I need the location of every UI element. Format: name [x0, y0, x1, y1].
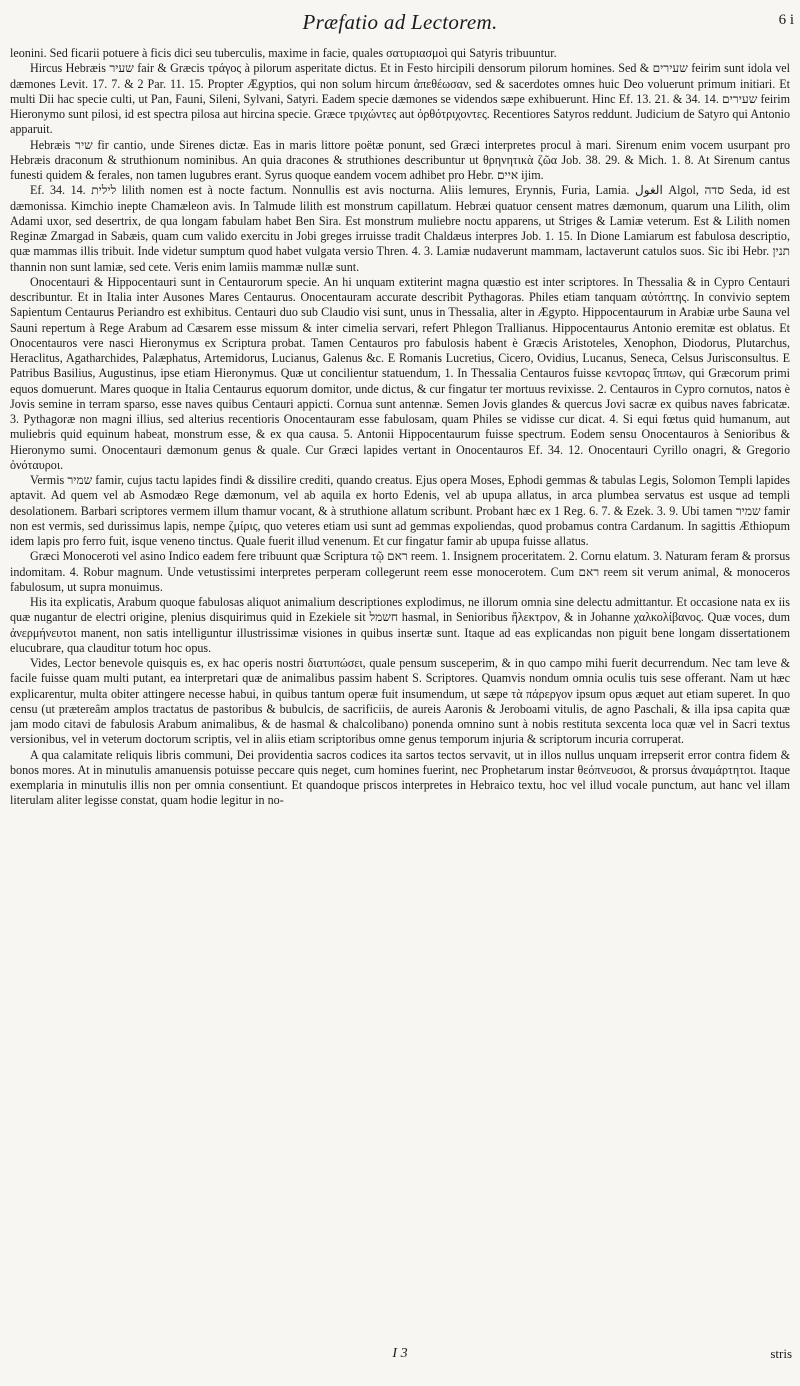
page-title: Præfatio ad Lectorem. [302, 10, 498, 34]
paragraph: Vermis שמיר famir, cujus tactu lapides findi & dissilire crediti, quando creatus. Ejus opera Moses, Ephodi gemmas & tabulas Legis, Solomon Templi lapides aptavit. Ad quem vel ab Asmodæo Rege dæmonum, vel ab aquila ex horto Edenis, vel ab upupa allatus, in arca plumbea servatus est usque ad templi desolationem. Barbari scriptores vermem illum thamur vocant, & à struthione allatum scribunt. Probant hæc ex 1 Reg. 6. 7. & Ezek. 3. 9. Ubi tamen שמיר famir non est vermis, sed durissimus lapis, nempe ζμίρις, quo veteres etiam usi sunt ad gemmas expoliendas, quod probamus contra Cardanum. In sagittis Æthiopum idem lapis pro ferro fuit, isque veneno tinctus. Quale fuerit illud venenum. Et cur fingatur famir ab upupa fuisse allatus. [10, 473, 790, 548]
paragraph: Ef. 34. 14. לילית lilith nomen est à nocte factum. Nonnullis est avis nocturna. Aliis lemures, Erynnis, Furia, Lamia. الغول Algol, סדה Seda, id est dæmonissa. Kimchio inepte Chamæleon avis. In Talmude lilith est monstrum capillatum. Hebræi quatuor censent matres dæmonum, quarum una Lilith, olim Adami uxor, sed desertrix, de qua longam fabulam habet Ben Sira. Est monstrum muliebre noctu apparens, ut Striges & Lamiæ veterum. Est & Lilith nomen Reginæ Zmargad in Sabæis, quam cum valido exercitu in Jobi greges irruisse tradit Chaldæus interpres Job. 1. 15. In Dione Lamiarum est fabulosa descriptio, quæ mammas illis tribuit. Inde videtur sumptum quod habet vulgata versio Thren. 4. 3. Lamiæ nudaverunt mammam, lactaverunt catulos suos. Sic ibi Hebr. תנין thannin non sunt lamiæ, sed cete. Veris enim lamiis mammæ nullæ sunt. [10, 183, 790, 274]
paragraph: Onocentauri & Hippocentauri sunt in Centaurorum specie. An hi unquam extiterint magna quæstio est inter scriptores. In Thessalia & in Cypro Centauri describuntur. Et in Italia inter Ausones Mares Centaurus. Onocentauram accurate describit Pythagoras. Philes etiam tanquam αὐτόπτης. In convivio septem Sapientum Centaurus Periandro est exhibitus. Centauri duo sub Claudio visi sunt, unus in Thessalia, alter in Ægypto. Hippocentaurum in Arabiæ urbe Sauna vel Sauni repertum à Rege Arabum ad Cæsarem esse missum & inter cimelia servari, refert Phlegon Trallianus. Hippocentaurus Antonio eremitæ est oblatus. Et Onocentauros vere nasci Hieronymus ex Scriptura probat. Tamen Centauros pro fabulosis habent è Græcis Aristoteles, Xenophon, Diodorus, Plutarchus, Heraclitus, Agatharchides, Palæphatus, Artemidorus, Lucianus, Galenus &c. E Romanis Lucretius, Cicero, Ovidius, Lucanus, Seneca, Celsus Jurisconsultus. E Patribus Basilius, Augustinus, ipse etiam Hieronymus. Quæ ut concilientur statuendum, 1. In Thessalia Centauros fuisse κεντορας ἵππων, qui Græcorum primi equos domuerunt. Mares quoque in Italia Centaurus equorum domitor, unde dictus, & cur fingatur ter mortuus revixisse. 2. Centauros in Cypro cornutos, natos è Jovis semine in terram sparso, esse naves quibus Centauri appicti. Cornua sunt antennæ. Semen Jovis glandes & quercus Jovi sacræ ex quibus naves fabricatæ. 3. Pythagoræ non magni illius, sed alterius recentioris Onocentauram esse fabulosam, quam Philes se vidisse cur dicat. 4. Si equi fœtus quid humanum, aut muliebris quid equinum habeat, monstrum esse, & ex qua causa. 5. Antonii Hippocentaurum fuisse spectrum. Eodem sensu Onocentauros à Senioribus & Hieronymo sumi. Onocentauri dæmonum genus & quale. Cur Græci lapides vertant in Onocentauros Ef. 34. 12. Onocentauri Cyrillo onagri, & Gregorio ὀνόταυροι. [10, 274, 790, 472]
signature-mark: I 3 [392, 1346, 408, 1361]
paragraph: Vides, Lector benevole quisquis es, ex hac operis nostri διατυπώσει, quale pensum susceperim, & in quo campo mihi fuerit decurrendum. Nec tam leve & facile fuisse quam multi putant, ea interpretari quæ de animalibus passim habent S. Scriptores. Quamvis nondum omnia oculis tuis sese offerant. Nam ut hæc explicarentur, multa obiter attingere necesse habui, in quibus tantum operæ fuit insumendum, ut sæpe τὰ πάρεργον ipsum opus æquet aut etiam superet. In quo censu (ut prætereâm amplos tractatus de pastoribus & bubulcis, de sacrificiis, de aureis Aaronis & Jeroboami vitulis, de agno Paschali, & illa ipsa capita quæ jam modo citavi de fabulosis Arabum animalibus, & de hasmal & chalcolibano) ponenda omnino sunt à nobis restituta sexcenta loca quæ vel in Sacri textus versionibus, vel in veterum doctorum scriptis, vel in aliis etiam scriptoribus omne genus temporum injuria & scriptorum incuria corruperat. [10, 656, 790, 747]
paragraph: Græci Monoceroti vel asino Indico eadem fere tribuunt quæ Scriptura τῷ ראם reem. 1. Insignem proceritatem. 2. Cornu elatum. 3. Naturam feram & prorsus indomitam. 4. Robur magnum. Unde vetustissimi interpretes perperam collegerunt reem esse monocerotem. Cum ראם reem sit verum animal, & monoceros fabulosum, ut supra monuimus. [10, 549, 790, 594]
catchword: stris [770, 1346, 792, 1361]
paragraph: His ita explicatis, Arabum quoque fabulosas aliquot animalium descriptiones explodimus, ne illorum omnia sine delectu admittantur. Et occasione nata ex iis quæ nugantur de electri origine, plenius disquirimus quid in Ezekiele sit חשמל hasmal, in Senioribus ἤλεκτρον, & in Johanne χαλκολίβανος. Quæ voces, dum ἀνερμήνευτοι manent, non satis intelliguntur illustrissimæ visiones in quibus insertæ sunt. Itaque ad eas explicandas non piguit bene longam dissertationem elucubrare, qua clauditur totum hoc opus. [10, 595, 790, 655]
body-text [10, 46, 790, 1342]
paragraph: Hircus Hebræis שעיר fair & Græcis τράγος à pilorum asperitate dictus. Et in Festo hircipili densorum pilorum homines. Sed & שעירים feirim sunt idola vel dæmones Levit. 17. 7. & 2 Par. 11. 15. Propter Ægyptios, qui non solum hircum ἀπεθέωσαν, sed & sacerdotes omnes huic Deo voluerunt primum initiari. Et multi Dii hac specie culti, ut Pan, Fauni, Sileni, Sylvani, Satyri. Eadem specie dæmones se videndos sæpe exhibuerunt. Hinc Ef. 13. 21. & 34. 14. שעירים feirim Hieronymo sunt pilosi, id est spectra pilosa aut hircina specie. Græce τριχώντες aut ὀρθότριχοντες. Recentiores Satyros reddunt. Judicium de Satyro qui Antonio apparuit. [10, 61, 790, 137]
paragraph: leonini. Sed ficarii potuere à ficis dici seu tuberculis, maxime in facie, quales σατυριασμοὶ qui Satyris tribuuntur. [10, 46, 557, 60]
paragraph: Hebræis שיר fir cantio, unde Sirenes dictæ. Eas in maris littore poëtæ ponunt, sed Græci interpretes procul à mari. Sirenum enim vocem usurpant pro Hebræis draconum & struthionum nominibus. An quia dracones & struthiones describuntur ut θρηνητικὰ ζῶα Job. 38. 29. & Mich. 1. 8. At Sirenum cantus funesti quidem & ferales, non tamen lugubres erant. Syrus quoque eandem vocem adhibet pro Hebr. איים ijim. [10, 137, 790, 182]
page-number: 6 i [778, 12, 794, 28]
running-head [0, 10, 800, 38]
paragraph: A qua calamitate reliquis libris communi, Dei providentia sacros codices ita sartos tectos servavit, ut in illos nullus unquam irrepserit error contra fidem & bonos mores. At in minutulis amanuensis potuisse peccare quis neget, cum homines fuerint, nec Prophetarum instar θεόπνευσοι, & prorsus ἀναμάρτητοι. Itaque exemplaria in minutulis illis non per omnia consentiunt. Et quandoque priscos interpretes in Hebraico textu, hoc vel illud vocale punctum, aut hanc vel illam literulam aliter legisse constat, quam hodie legitur in no- [10, 747, 790, 808]
